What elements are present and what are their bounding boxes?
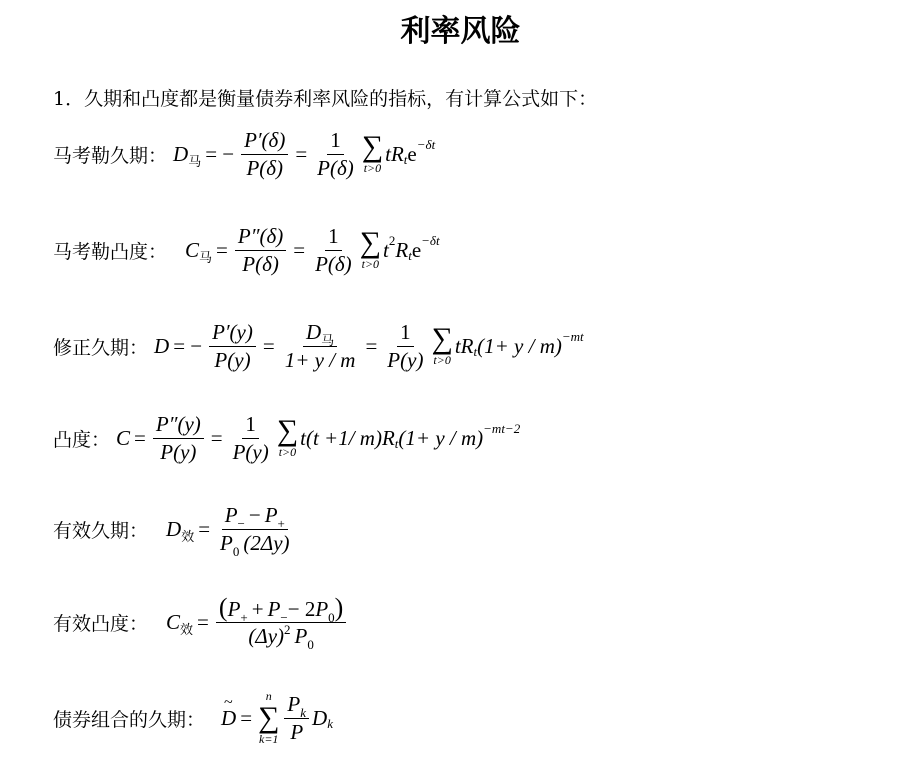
formula-macaulay-convexity [53, 210, 440, 290]
sum-symbol: ∑ t>0 [431, 322, 453, 368]
d-tilde: ~ D [221, 693, 237, 730]
fraction: ( P + + P − − 2 P 0 ) (Δy) 2 P 0 [216, 595, 346, 650]
formula-effective-convexity [53, 582, 349, 662]
sum-symbol: ∑ t>0 [361, 130, 384, 176]
formula-label: 修正久期： [53, 336, 149, 359]
formula-convexity [53, 398, 520, 478]
formula-label: 有效久期： [53, 519, 149, 542]
formula-expression: D 马 = − $\frac{P'(\delta)}{P(\delta)}$ = $\frac{1}{P(\delta)}$ ∑ t>0 t R t e −δt [173, 128, 436, 180]
formula-expression: D 效 = P − − P + P 0 (2Δy) [166, 502, 296, 556]
fraction: $\frac{P'(y)}{P(y)}$ [209, 319, 256, 373]
formula-expression: C 效 = ( P + + P − − 2 P 0 ) (Δy) 2 P 0 [166, 595, 349, 650]
fraction: P − − P + P 0 (2Δy) [220, 503, 290, 559]
formula-macaulay-duration [53, 114, 435, 194]
fraction: $\frac{1}{P(\delta)}$ [315, 224, 352, 276]
fraction: $\frac{P''(y)}{P(y)}$ [153, 411, 204, 465]
formula-effective-duration [53, 489, 296, 569]
formula-label: 马考勒凸度： [53, 240, 168, 263]
sum-symbol: n ∑ k=1 [258, 688, 280, 746]
formula-expression: D = − $\frac{P'(y)}{P(y)}$ = D 马 1+ y / m = $\frac{1}{P(y)}$ ∑ t>0 t R t (1+ y / m) −mt [154, 320, 584, 372]
intro-text: 1．久期和凸度都是衡量债券利率风险的指标，有计算公式如下： [53, 88, 598, 110]
fraction: $\frac{P'(\delta)}{P(\delta)}$ [241, 127, 288, 181]
fraction: P k P [284, 691, 309, 745]
sum-symbol: ∑ t>0 [276, 414, 299, 460]
fraction: $\frac{1}{P(\delta)}$ [317, 128, 354, 180]
formula-label: 债券组合的久期： [53, 708, 206, 731]
fraction: D 马 1+ y / m [284, 320, 356, 372]
formula-modified-duration [53, 306, 584, 386]
formula-expression: C 马 = $\frac{P''(\delta)}{P(\delta)}$ = $\frac{1}{P(\delta)}$ ∑ t>0 t 2 R t e −δt [185, 224, 440, 276]
sum-symbol: ∑ t>0 [359, 226, 382, 272]
formula-expression: ~ D = n ∑ k=1 P k P D k [221, 688, 333, 746]
fraction: $\frac{P''(\delta)}{P(\delta)}$ [235, 223, 286, 277]
fraction: $\frac{1}{P(y)}$ [387, 320, 424, 372]
formula-label: 有效凸度： [53, 612, 149, 635]
formula-portfolio-duration [53, 678, 333, 758]
formula-label: 凸度： [53, 428, 111, 451]
fraction: $\frac{1}{P(y)}$ [232, 412, 269, 464]
formula-label: 马考勒久期： [53, 144, 168, 167]
formula-expression: C = $\frac{P''(y)}{P(y)}$ = $\frac{1}{P(y)}$ ∑ t>0 t(t +1/ m) R t (1+ y / m) −mt−2 [116, 412, 521, 464]
page-title: 利率风险 [400, 14, 521, 49]
